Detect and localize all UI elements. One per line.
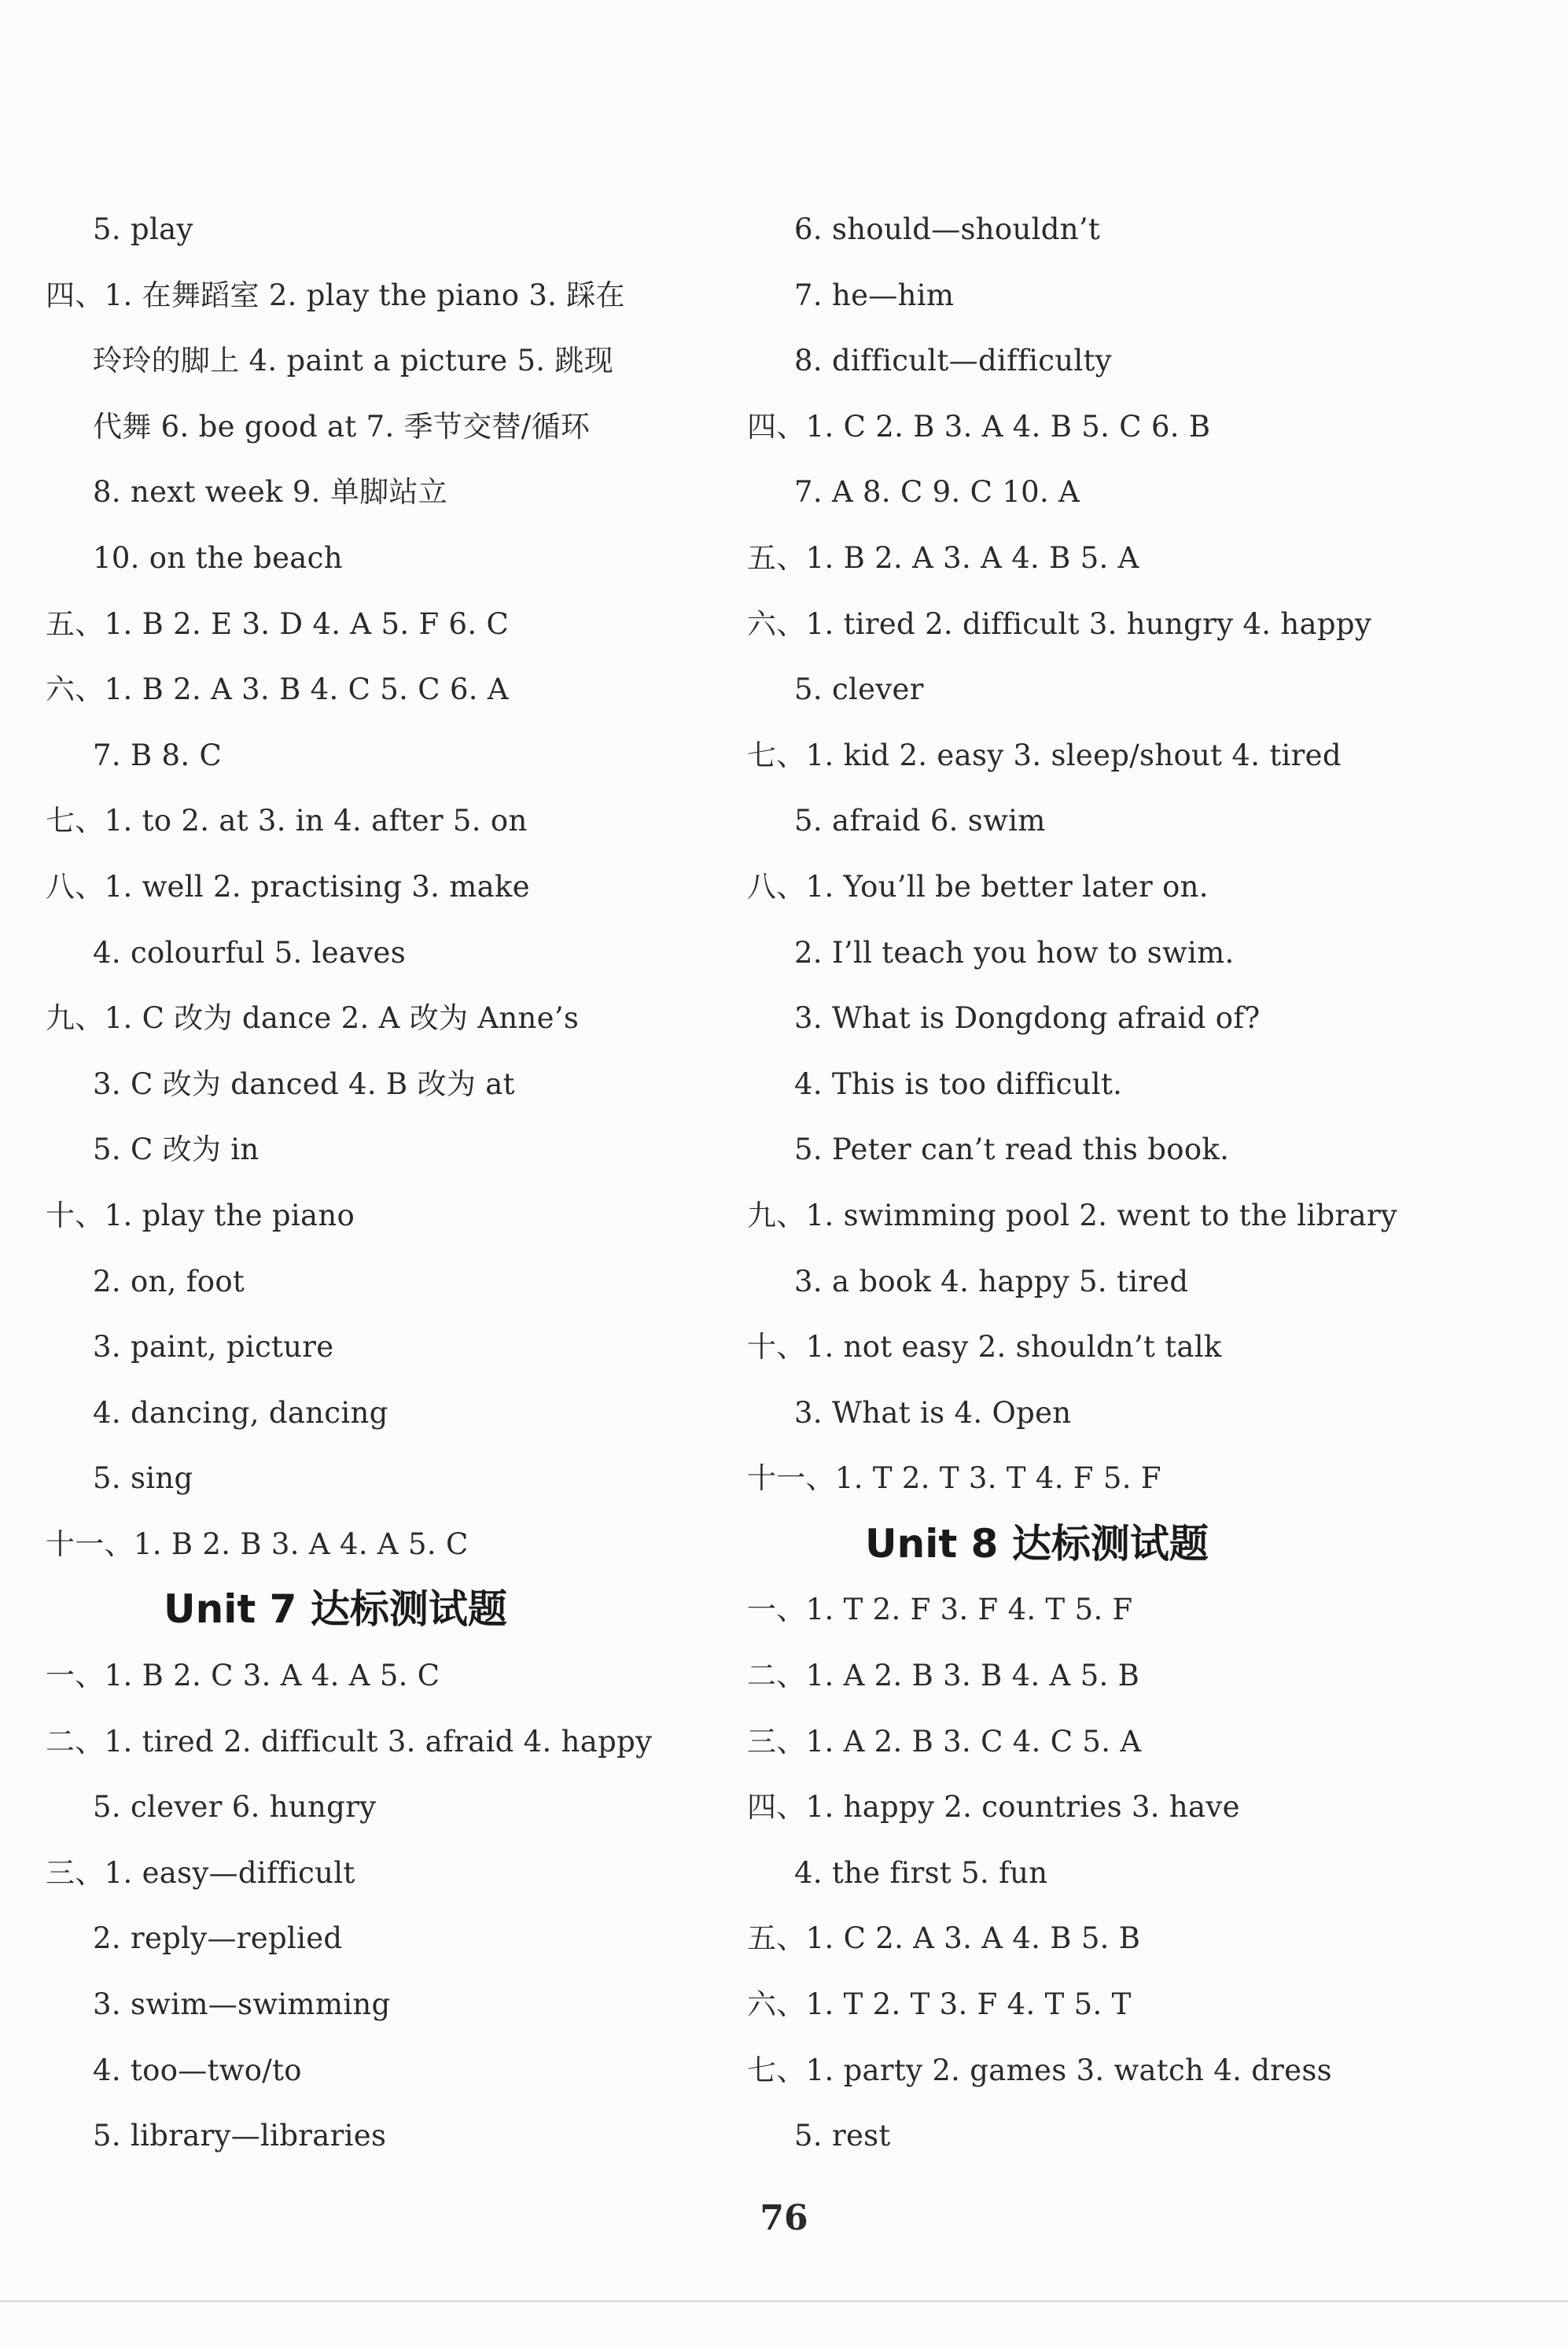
answer-line: 三、1. A 2. B 3. C 4. C 5. A xyxy=(747,1724,1142,1759)
answer-line: 一、1. B 2. C 3. A 4. A 5. C xyxy=(46,1659,440,1693)
answer-line: 4. dancing, dancing xyxy=(93,1395,388,1430)
answer-line: 一、1. T 2. F 3. F 4. T 5. F xyxy=(747,1593,1133,1627)
answer-line: 八、1. well 2. practising 3. make xyxy=(46,869,530,904)
answer-line: 5. sing xyxy=(93,1461,193,1496)
answer-line: 4. the first 5. fun xyxy=(794,1855,1048,1890)
answer-line: 6. should—shouldn’t xyxy=(794,212,1101,246)
answer-line: 十一、1. T 2. T 3. T 4. F 5. F xyxy=(747,1461,1161,1496)
answer-line: 4. This is too difficult. xyxy=(794,1066,1123,1101)
answer-line: 7. B 8. C xyxy=(93,738,223,772)
answer-line: 2. reply—replied xyxy=(93,1921,343,1956)
answer-line: 3. swim—swimming xyxy=(93,1987,391,2022)
answer-line: 七、1. to 2. at 3. in 4. after 5. on xyxy=(46,804,528,838)
answer-line: 四、1. C 2. B 3. A 4. B 5. C 6. B xyxy=(747,409,1211,444)
answer-line: 5. clever xyxy=(794,672,924,707)
answer-line: 七、1. kid 2. easy 3. sleep/shout 4. tired xyxy=(747,738,1342,772)
answer-line: 3. What is 4. Open xyxy=(794,1395,1072,1430)
answer-line: 3. What is Dongdong afraid of? xyxy=(794,1001,1261,1036)
answer-line: 五、1. C 2. A 3. A 4. B 5. B xyxy=(747,1921,1141,1956)
answer-line: 4. colourful 5. leaves xyxy=(93,935,407,970)
answer-line: 四、1. 在舞蹈室 2. play the piano 3. 踩在 xyxy=(46,278,625,312)
answer-line: 代舞 6. be good at 7. 季节交替/循环 xyxy=(93,409,591,444)
answer-line: 5. afraid 6. swim xyxy=(794,804,1046,838)
answer-line: 4. too—two/to xyxy=(93,2053,302,2087)
answer-line: 2. I’ll teach you how to swim. xyxy=(794,935,1235,970)
answer-line: 五、1. B 2. E 3. D 4. A 5. F 6. C xyxy=(46,606,510,641)
answer-line: 八、1. You’ll be better later on. xyxy=(747,869,1209,904)
answer-line: 二、1. A 2. B 3. B 4. A 5. B xyxy=(747,1659,1140,1693)
answer-line: 十、1. play the piano xyxy=(46,1198,355,1232)
answer-line: 3. paint, picture xyxy=(93,1330,334,1365)
answer-line: 九、1. C 改为 dance 2. A 改为 Anne’s xyxy=(46,1001,580,1036)
section-heading: Unit 8 达标测试题 xyxy=(865,1520,1209,1567)
left-column xyxy=(46,197,738,2169)
answer-line: 8. next week 9. 单脚站立 xyxy=(93,475,447,510)
answer-line: 7. A 8. C 9. C 10. A xyxy=(794,475,1080,510)
answer-line: 玲玲的脚上 4. paint a picture 5. 跳现 xyxy=(93,344,614,378)
answer-line: 5. Peter can’t read this book. xyxy=(794,1132,1230,1167)
bottom-divider xyxy=(0,2300,1568,2302)
answer-line: 六、1. B 2. A 3. B 4. C 5. C 6. A xyxy=(46,672,509,707)
answer-line: 5. library—libraries xyxy=(93,2119,387,2153)
answer-line: 七、1. party 2. games 3. watch 4. dress xyxy=(747,2053,1332,2087)
section-heading: Unit 7 达标测试题 xyxy=(164,1586,507,1633)
answer-line: 三、1. easy—difficult xyxy=(46,1855,355,1890)
answer-line: 2. on, foot xyxy=(93,1264,245,1298)
answer-line: 十一、1. B 2. B 3. A 4. A 5. C xyxy=(46,1527,469,1561)
page-number: 76 xyxy=(760,2198,808,2238)
right-column xyxy=(747,197,1502,2169)
answer-line: 六、1. T 2. T 3. F 4. T 5. T xyxy=(747,1987,1132,2022)
answer-line: 5. C 改为 in xyxy=(93,1132,259,1167)
answer-line: 5. clever 6. hungry xyxy=(93,1790,377,1825)
answer-line: 5. rest xyxy=(794,2119,891,2153)
answer-line: 十、1. not easy 2. shouldn’t talk xyxy=(747,1330,1222,1365)
answer-line: 九、1. swimming pool 2. went to the library xyxy=(747,1198,1398,1232)
answer-line: 5. play xyxy=(93,212,193,246)
answer-line: 四、1. happy 2. countries 3. have xyxy=(747,1790,1240,1825)
answer-line: 二、1. tired 2. difficult 3. afraid 4. happy xyxy=(46,1724,653,1759)
answer-line: 3. a book 4. happy 5. tired xyxy=(794,1264,1189,1298)
answer-line: 8. difficult—difficulty xyxy=(794,344,1112,378)
answer-line: 3. C 改为 danced 4. B 改为 at xyxy=(93,1066,515,1101)
answer-line: 六、1. tired 2. difficult 3. hungry 4. happy xyxy=(747,606,1372,641)
answer-line: 五、1. B 2. A 3. A 4. B 5. A xyxy=(747,540,1139,575)
answer-line: 7. he—him xyxy=(794,278,955,312)
answer-line: 10. on the beach xyxy=(93,540,343,575)
